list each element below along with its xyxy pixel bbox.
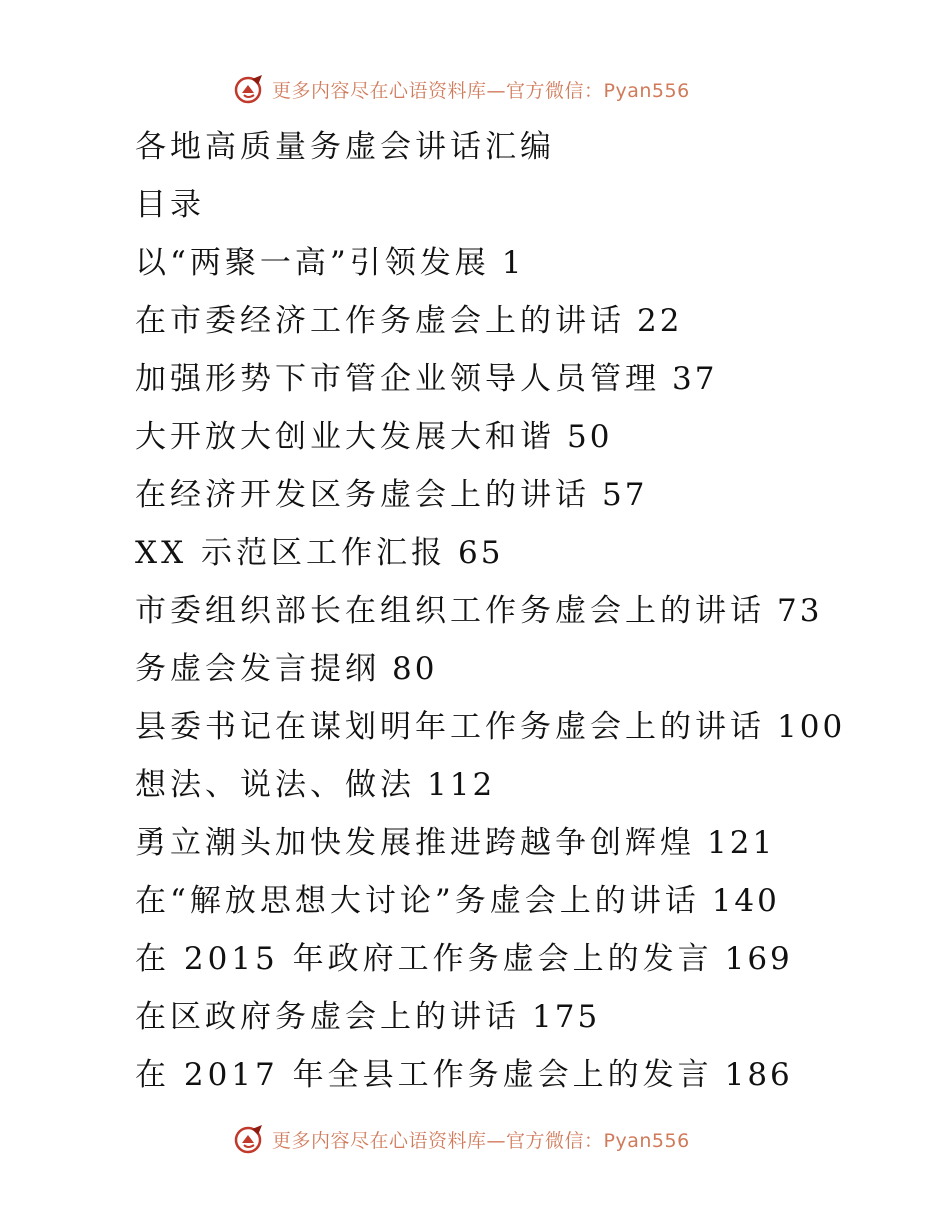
footer-watermark [234,1122,690,1156]
toc-entry [135,240,935,298]
toc-entry-title: 在“解放思想大讨论”务虚会上的讲话 [135,883,700,919]
toc-entry [135,704,935,762]
toc-entry [135,994,935,1052]
toc-entry [135,936,935,994]
toc-entry-page-number: 121 [707,825,776,861]
toc-entry-page-number: 80 [392,651,438,687]
toc-entry-page-number: 169 [724,941,793,977]
toc-entry-title: 加强形势下市管企业领导人员管理 [135,361,660,397]
toc-entry-page-number: 1 [501,245,525,281]
toc-entry-page-number: 100 [777,709,846,745]
toc-heading: 目录 [135,187,205,223]
toc-entry-page-number: 112 [427,767,496,803]
toc-entry-title: 勇立潮头加快发展推进跨越争创辉煌 [135,825,695,861]
toc-entry-title: XX 示范区工作汇报 [135,535,446,571]
toc-entry [135,414,935,472]
toc-entry-page-number: 73 [777,593,823,629]
toc-entry-page-number: 186 [724,1057,793,1093]
toc-entry-title: 县委书记在谋划明年工作务虚会上的讲话 [135,709,765,745]
toc-entry [135,646,935,704]
toc-entry [135,878,935,936]
toc-entry [135,762,935,820]
toc-entry-title: 市委组织部长在组织工作务虚会上的讲话 [135,593,765,629]
table-of-contents [135,240,935,1110]
toc-entry-title: 想法、说法、做法 [135,767,415,803]
toc-entry-page-number: 57 [602,477,648,513]
toc-entry-page-number: 175 [532,999,601,1035]
toc-entry-title: 在经济开发区务虚会上的讲话 [135,477,590,513]
header-watermark [234,72,690,106]
toc-entry-title: 在 2017 年全县工作务虚会上的发言 [135,1057,713,1093]
toc-entry [135,298,935,356]
toc-entry-title: 以“两聚一高”引领发展 [135,245,490,281]
watermark-text: 更多内容尽在心语资料库—官方微信：Pyan556 [272,1129,690,1152]
toc-entry-title: 在市委经济工作务虚会上的讲话 [135,303,625,339]
toc-entry-title: 大开放大创业大发展大和谐 [135,419,555,455]
red-book-pen-icon [234,1123,266,1155]
toc-entry-title: 在区政府务虚会上的讲话 [135,999,520,1035]
document-title: 各地高质量务虚会讲话汇编 [135,129,555,165]
toc-entry-page-number: 65 [458,535,504,571]
toc-entry [135,530,935,588]
toc-entry [135,820,935,878]
toc-entry-page-number: 140 [711,883,780,919]
document-body [135,124,935,1110]
toc-entry-page-number: 22 [637,303,683,339]
red-book-pen-icon [234,73,266,105]
toc-entry [135,356,935,414]
toc-entry-title: 在 2015 年政府工作务虚会上的发言 [135,941,713,977]
watermark-text: 更多内容尽在心语资料库—官方微信：Pyan556 [272,79,690,102]
toc-entry [135,588,935,646]
toc-entry [135,472,935,530]
toc-entry-title: 务虚会发言提纲 [135,651,380,687]
toc-entry-page-number: 37 [672,361,718,397]
toc-entry-page-number: 50 [567,419,613,455]
toc-entry [135,1052,935,1110]
